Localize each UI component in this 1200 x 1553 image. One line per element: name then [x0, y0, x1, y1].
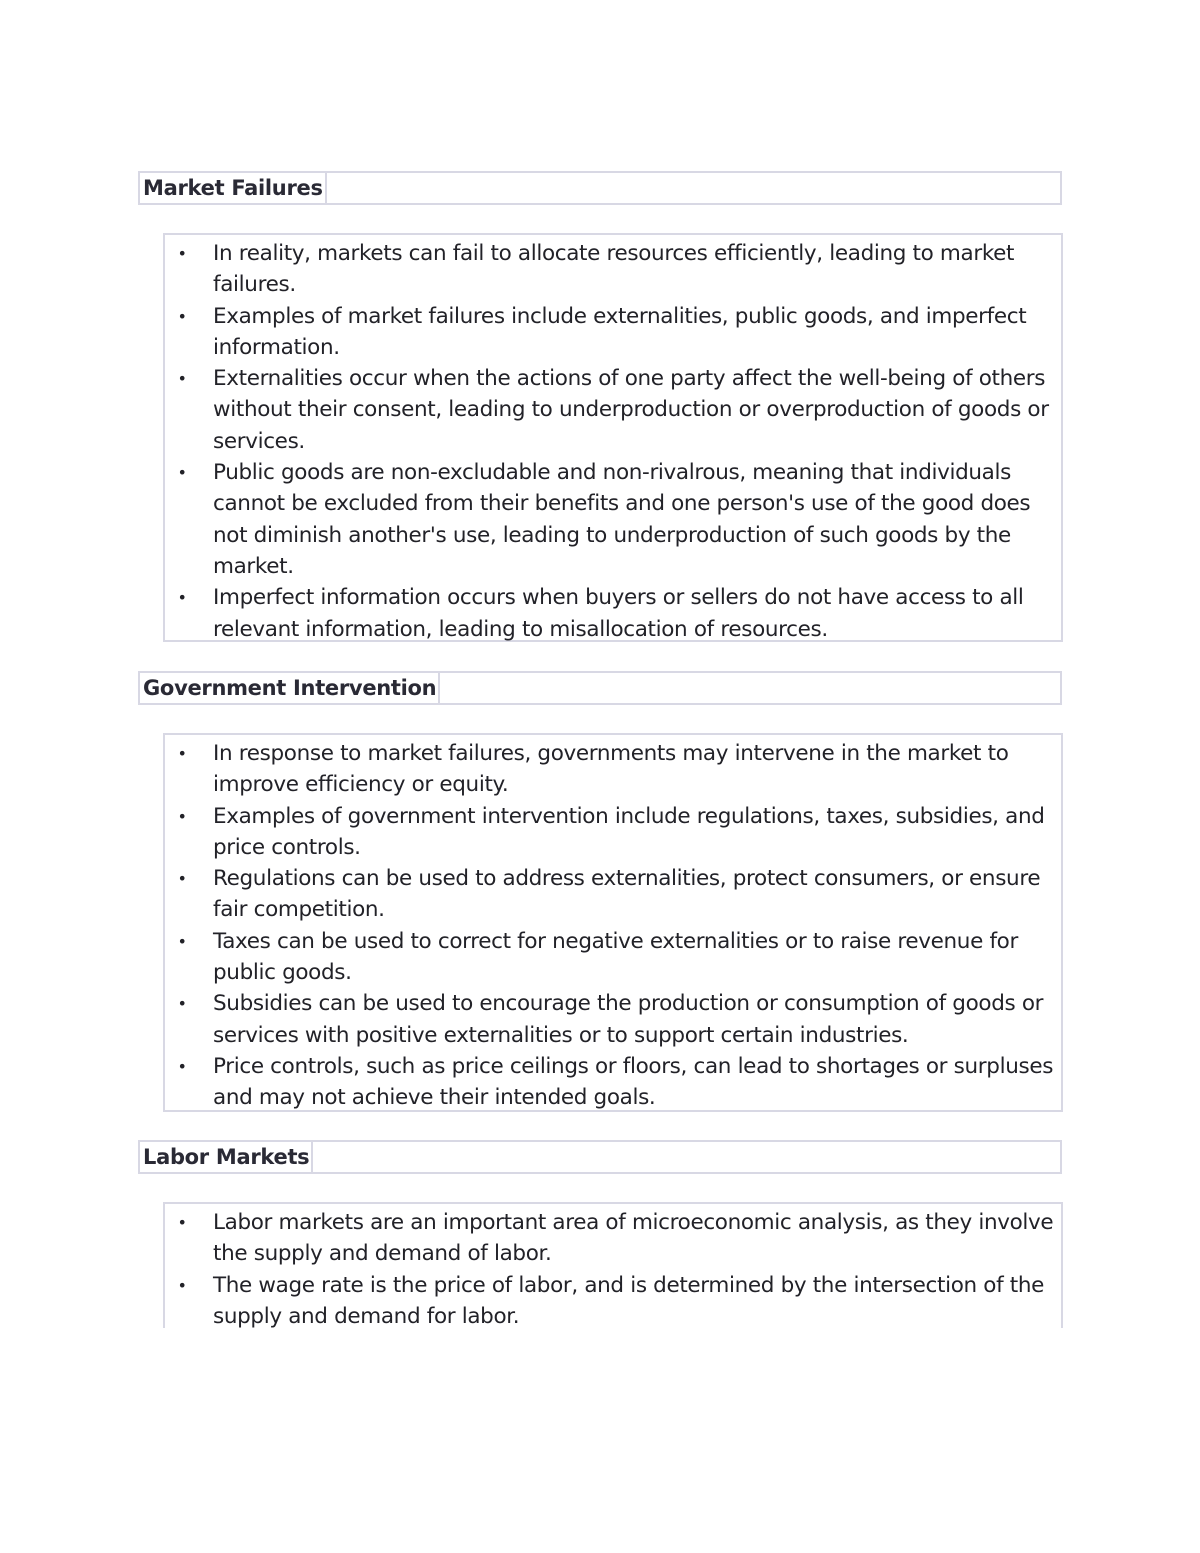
- list-item: [165, 457, 1061, 582]
- list-item: [165, 363, 1061, 457]
- list-item: [165, 738, 1061, 801]
- list-item-text: Regulations can be used to address externalities, protect consumers, or ensure fair competition.: [213, 866, 1041, 923]
- list-item: [165, 926, 1061, 989]
- section-heading-box-labor-markets: [138, 1140, 1062, 1174]
- bullet-list-box-market-failures: [163, 233, 1063, 642]
- list-item: [165, 301, 1061, 364]
- list-item-text: Taxes can be used to correct for negative externalities or to raise revenue for public goods.: [213, 928, 1018, 986]
- list-item: [165, 1051, 1061, 1114]
- bullet-icon: •: [177, 744, 187, 763]
- section-heading-box-government-intervention: [138, 671, 1062, 705]
- list-item-text: In response to market failures, governments may intervene in the market to improve efficiency or equity.: [213, 741, 1009, 798]
- bullet-icon: •: [177, 244, 187, 263]
- list-item-text: The wage rate is the price of labor, and is determined by the intersection of the supply and demand for labor.: [213, 1272, 1044, 1329]
- list-item-text: Subsidies can be used to encourage the production or consumption of goods or services with positive externalities or to support certain industries.: [213, 991, 1044, 1048]
- list-item: [165, 988, 1061, 1051]
- bullet-icon: •: [177, 306, 187, 326]
- section-heading: Labor Markets: [140, 1142, 313, 1172]
- bullet-list-box-labor-markets: [163, 1202, 1063, 1328]
- section-heading-box-market-failures: [138, 171, 1062, 205]
- bullet-icon: •: [177, 588, 187, 608]
- list-item: [165, 1207, 1061, 1270]
- bullet-list: [165, 1207, 1061, 1332]
- list-item-text: Externalities occur when the actions of one party affect the well-being of others without their consent, leading to underproduction or overproduction of goods or services.: [213, 366, 1049, 454]
- list-item-text: Examples of market failures include externalities, public goods, and imperfect information.: [213, 303, 1027, 360]
- bullet-list-box-government-intervention: [163, 733, 1063, 1112]
- list-item-text: Labor markets are an important area of microeconomic analysis, as they involve the supply and demand of labor.: [213, 1210, 1054, 1267]
- bullet-icon: •: [177, 806, 187, 826]
- bullet-icon: •: [177, 931, 187, 951]
- list-item: [165, 582, 1061, 645]
- bullet-icon: •: [177, 1213, 187, 1232]
- bullet-icon: •: [177, 994, 187, 1014]
- bullet-icon: •: [177, 1275, 187, 1295]
- list-item: [165, 1270, 1061, 1333]
- list-item: [165, 863, 1061, 926]
- bullet-list: [165, 238, 1061, 645]
- list-item-text: Examples of government intervention include regulations, taxes, subsidies, and price controls.: [213, 803, 1045, 860]
- section-heading: Government Intervention: [140, 673, 440, 703]
- section-heading: Market Failures: [140, 173, 327, 203]
- bullet-icon: •: [177, 1056, 187, 1076]
- bullet-icon: •: [177, 869, 187, 889]
- bullet-icon: •: [177, 463, 187, 483]
- list-item-text: In reality, markets can fail to allocate resources efficiently, leading to market failures.: [213, 241, 1015, 298]
- bullet-list: [165, 738, 1061, 1114]
- list-item-text: Imperfect information occurs when buyers or sellers do not have access to all relevant information, leading to misallocation of resources.: [213, 585, 1024, 642]
- list-item-text: Public goods are non-excludable and non-rivalrous, meaning that individuals cannot be excluded from their benefits and one person's use of the good does not diminish another's use, leading to underproduction of such goods by the market.: [213, 460, 1031, 579]
- list-item: [165, 238, 1061, 301]
- bullet-icon: •: [177, 369, 187, 389]
- list-item: [165, 801, 1061, 864]
- list-item-text: Price controls, such as price ceilings or floors, can lead to shortages or surpluses and may not achieve their intended goals.: [213, 1053, 1054, 1111]
